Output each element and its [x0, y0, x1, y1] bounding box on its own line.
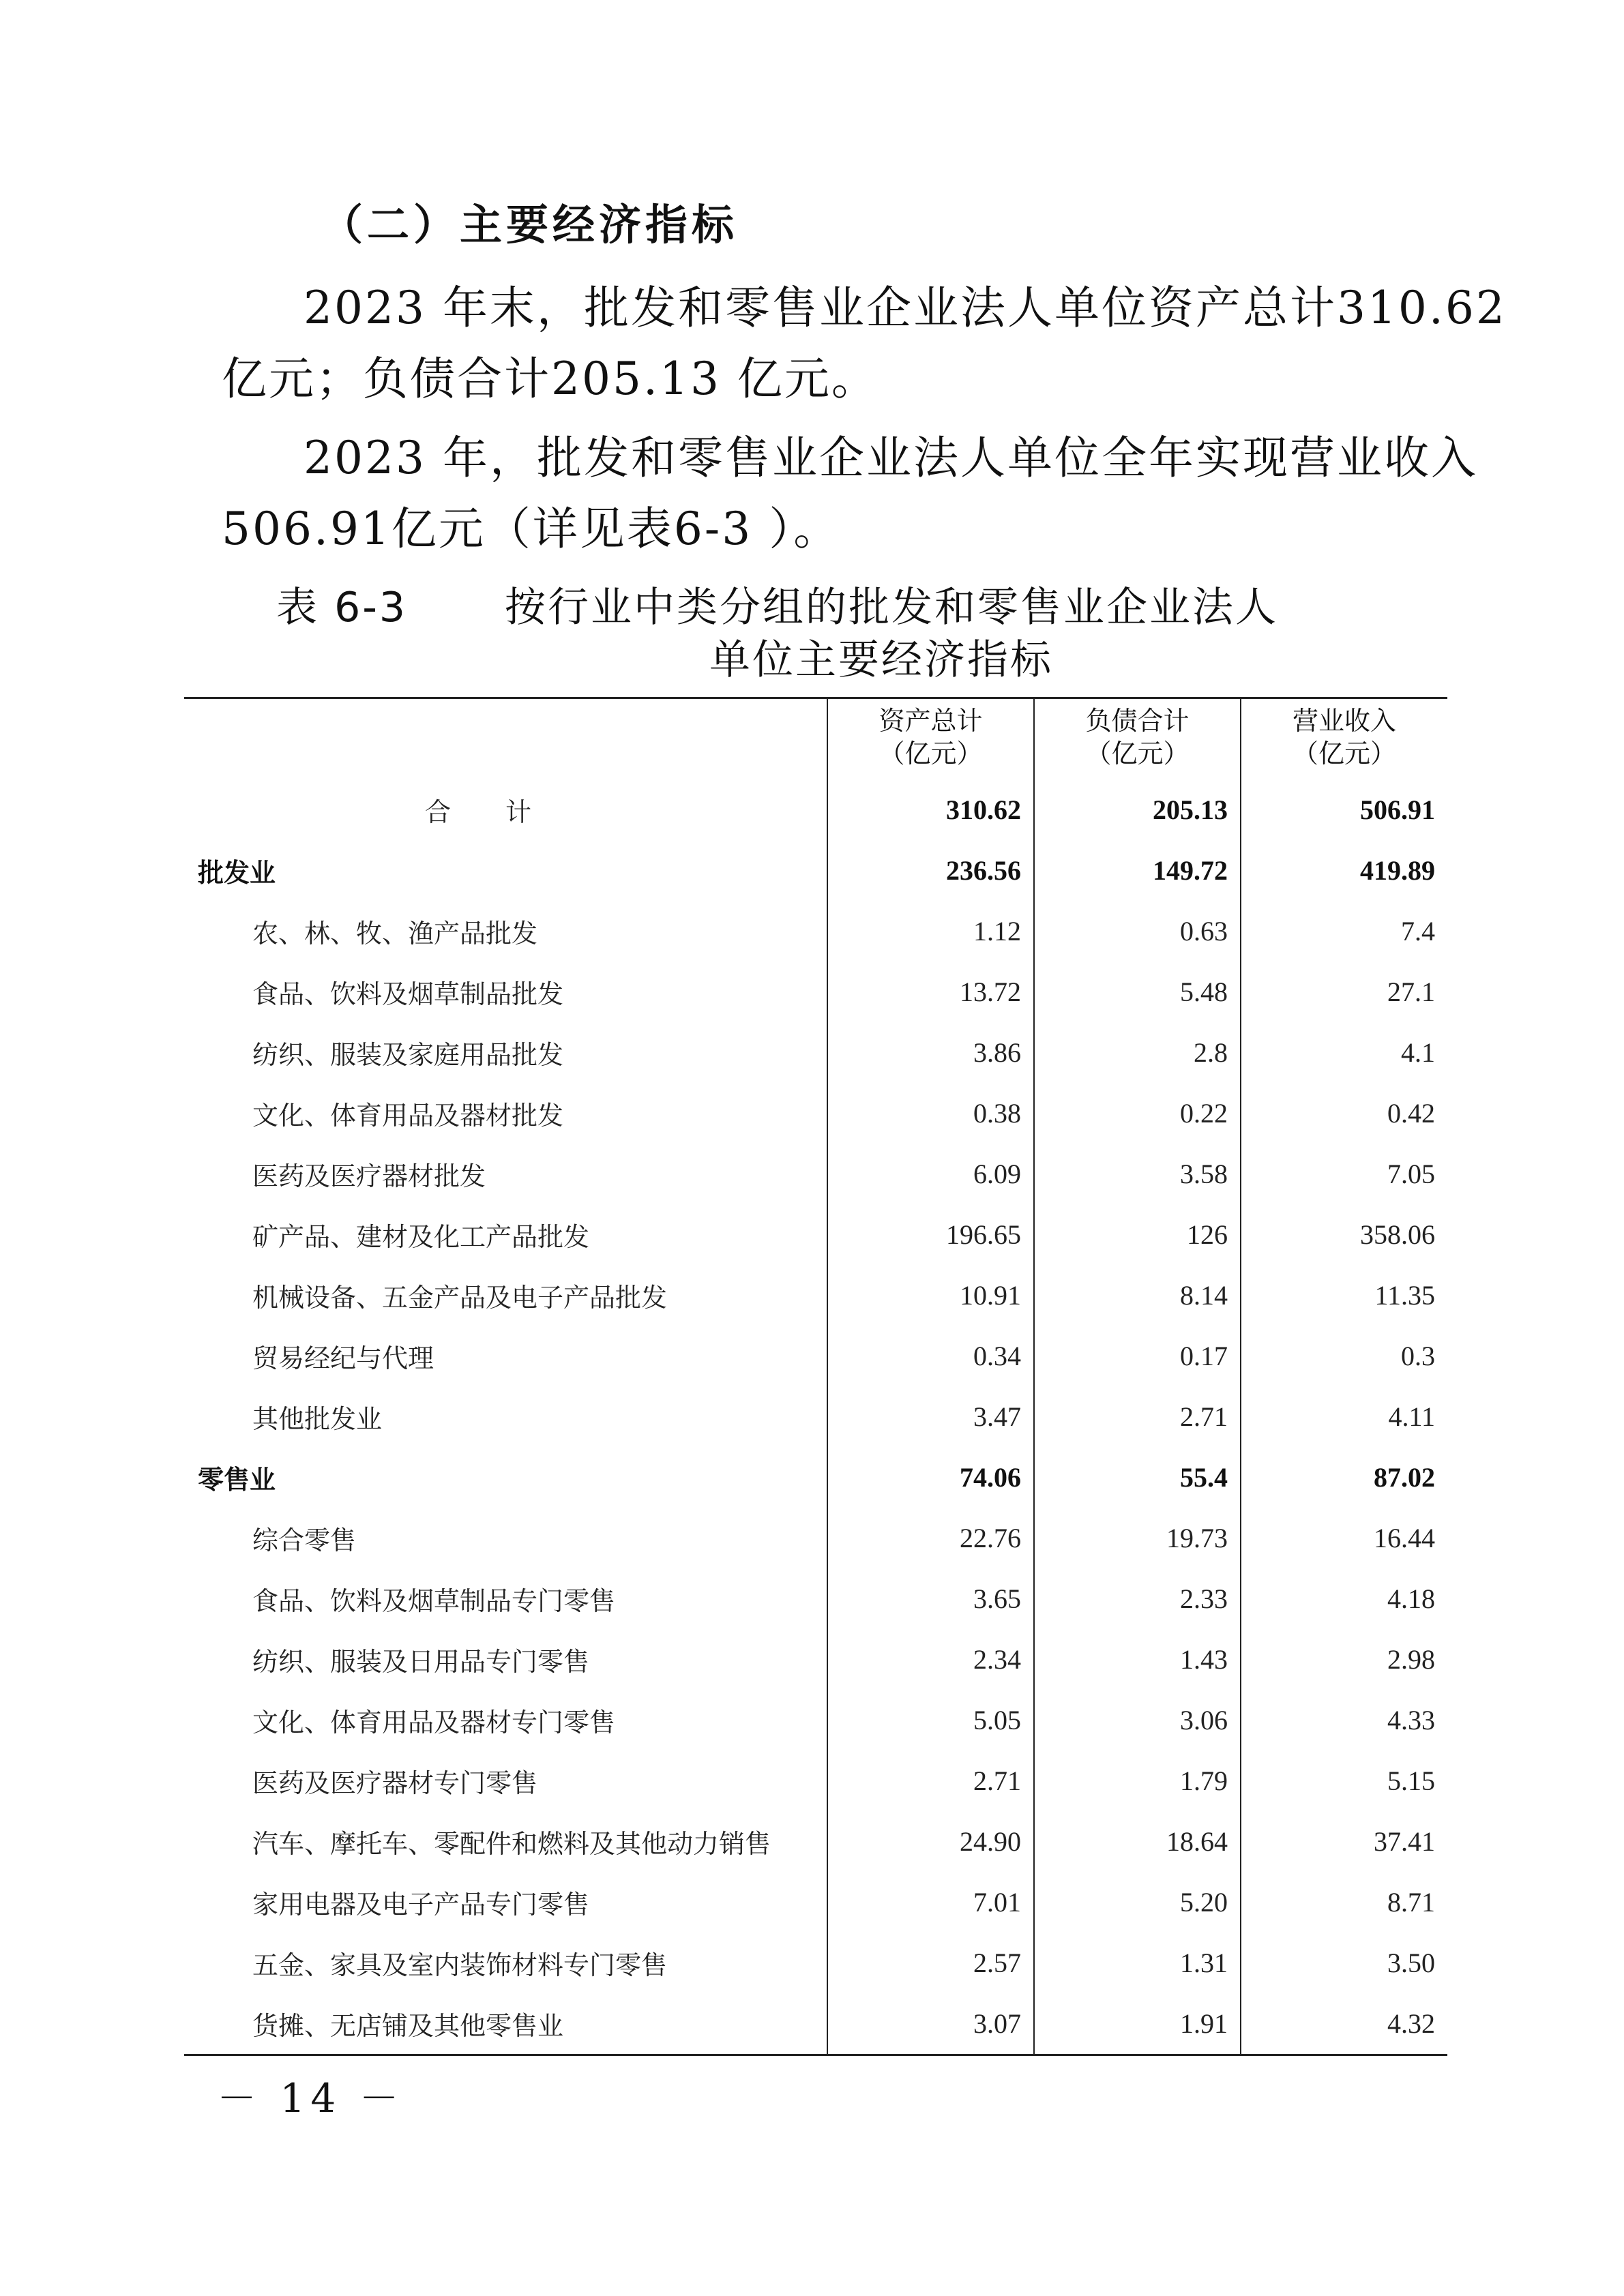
row-label: 贸易经纪与代理 [252, 1343, 434, 1373]
cell-liabilities: 0.17 [1034, 1326, 1241, 1386]
row-label: 汽车、摩托车、零配件和燃料及其他动力销售 [252, 1829, 771, 1859]
table-row [184, 1144, 1447, 1204]
table-row [184, 1204, 1447, 1265]
cell-assets: 74.06 [827, 1447, 1034, 1508]
cell-revenue: 5.15 [1241, 1750, 1447, 1811]
cell-assets: 5.05 [827, 1690, 1034, 1750]
cell-revenue: 4.33 [1241, 1690, 1447, 1750]
cell-liabilities: 3.06 [1034, 1690, 1241, 1750]
cell-revenue: 4.11 [1241, 1386, 1447, 1447]
column-header-revenue-label: 营业收入 [1292, 706, 1396, 736]
table-row [184, 1568, 1447, 1629]
table-row [184, 1083, 1447, 1144]
table-row [184, 961, 1447, 1022]
table-row [184, 1933, 1447, 1993]
cell-revenue: 3.50 [1241, 1933, 1447, 1993]
page-number: － 14 － [217, 2075, 404, 2121]
row-label: 批发业 [198, 858, 276, 888]
cell-assets: 13.72 [827, 961, 1034, 1022]
row-label: 其他批发业 [252, 1404, 383, 1434]
cell-revenue: 506.91 [1241, 779, 1447, 840]
cell-assets: 196.65 [827, 1204, 1034, 1265]
table-row [184, 1993, 1447, 2055]
cell-revenue: 11.35 [1241, 1265, 1447, 1326]
table-row-total [184, 779, 1447, 840]
cell-liabilities: 2.8 [1034, 1022, 1241, 1083]
row-label: 食品、饮料及烟草制品专门零售 [252, 1586, 616, 1616]
table-body [184, 779, 1447, 2055]
row-label: 农、林、牧、渔产品批发 [252, 919, 538, 949]
table-caption-title-line-2: 单位主要经济指标 [709, 636, 1053, 684]
cell-liabilities: 1.91 [1034, 1993, 1241, 2055]
row-label: 矿产品、建材及化工产品批发 [252, 1222, 590, 1252]
row-label: 纺织、服装及家庭用品批发 [252, 1040, 564, 1070]
cell-revenue: 27.1 [1241, 961, 1447, 1022]
cell-assets: 3.47 [827, 1386, 1034, 1447]
cell-liabilities: 1.31 [1034, 1933, 1241, 1993]
paragraph-2-line-2: 506.91亿元（详见表6-3 ）。 [222, 503, 841, 555]
paragraph-1-line-2: 亿元；负债合计205.13 亿元。 [222, 353, 879, 405]
row-label: 家用电器及电子产品专门零售 [252, 1890, 590, 1920]
table-row [184, 1326, 1447, 1386]
cell-assets: 2.71 [827, 1750, 1034, 1811]
row-label: 文化、体育用品及器材专门零售 [252, 1708, 616, 1738]
cell-liabilities: 205.13 [1034, 779, 1241, 840]
cell-assets: 7.01 [827, 1872, 1034, 1933]
column-header-liabilities [1034, 698, 1241, 780]
cell-revenue: 8.71 [1241, 1872, 1447, 1933]
cell-revenue: 7.05 [1241, 1144, 1447, 1204]
row-label: 机械设备、五金产品及电子产品批发 [252, 1283, 668, 1313]
cell-liabilities: 2.33 [1034, 1568, 1241, 1629]
row-label: 文化、体育用品及器材批发 [252, 1101, 564, 1131]
row-label: 医药及医疗器材专门零售 [252, 1768, 538, 1798]
cell-revenue: 4.1 [1241, 1022, 1447, 1083]
row-label: 零售业 [198, 1465, 276, 1495]
cell-assets: 2.57 [827, 1933, 1034, 1993]
cell-assets: 10.91 [827, 1265, 1034, 1326]
cell-liabilities: 19.73 [1034, 1508, 1241, 1568]
cell-revenue: 16.44 [1241, 1508, 1447, 1568]
cell-assets: 3.65 [827, 1568, 1034, 1629]
column-header-liabilities-unit: （亿元） [1085, 739, 1190, 769]
column-header-liabilities-label: 负债合计 [1085, 706, 1190, 736]
table-row [184, 1508, 1447, 1568]
cell-liabilities: 1.43 [1034, 1629, 1241, 1690]
cell-revenue: 0.42 [1241, 1083, 1447, 1144]
cell-liabilities: 149.72 [1034, 840, 1241, 901]
row-label: 医药及医疗器材批发 [252, 1161, 486, 1191]
cell-revenue: 37.41 [1241, 1811, 1447, 1872]
cell-assets: 2.34 [827, 1629, 1034, 1690]
cell-liabilities: 5.20 [1034, 1872, 1241, 1933]
table-row [184, 1750, 1447, 1811]
cell-revenue: 4.32 [1241, 1993, 1447, 2055]
cell-revenue: 358.06 [1241, 1204, 1447, 1265]
column-header-revenue [1241, 698, 1447, 780]
cell-assets: 24.90 [827, 1811, 1034, 1872]
table-row [184, 1022, 1447, 1083]
table-row [184, 1265, 1447, 1326]
row-label: 食品、饮料及烟草制品批发 [252, 979, 564, 1009]
row-label: 合计 [424, 797, 586, 827]
cell-liabilities: 3.58 [1034, 1144, 1241, 1204]
cell-liabilities: 8.14 [1034, 1265, 1241, 1326]
cell-assets: 0.34 [827, 1326, 1034, 1386]
cell-assets: 6.09 [827, 1144, 1034, 1204]
table-row [184, 901, 1447, 961]
table-row [184, 1811, 1447, 1872]
table-row [184, 1690, 1447, 1750]
cell-liabilities: 1.79 [1034, 1750, 1241, 1811]
table-row [184, 1629, 1447, 1690]
column-header-assets-label: 资产总计 [879, 706, 983, 736]
table-row [184, 1386, 1447, 1447]
cell-liabilities: 55.4 [1034, 1447, 1241, 1508]
cell-liabilities: 126 [1034, 1204, 1241, 1265]
row-label: 五金、家具及室内装饰材料专门零售 [252, 1950, 668, 1980]
row-label: 纺织、服装及日用品专门零售 [252, 1647, 590, 1677]
table-row [184, 1872, 1447, 1933]
cell-liabilities: 18.64 [1034, 1811, 1241, 1872]
column-header-revenue-unit: （亿元） [1292, 739, 1396, 769]
cell-liabilities: 2.71 [1034, 1386, 1241, 1447]
cell-assets: 310.62 [827, 779, 1034, 840]
table-caption-title-line-1: 按行业中类分组的批发和零售业企业法人 [505, 584, 1278, 631]
row-label: 综合零售 [252, 1525, 357, 1555]
column-header-assets [827, 698, 1034, 780]
cell-assets: 0.38 [827, 1083, 1034, 1144]
cell-liabilities: 0.22 [1034, 1083, 1241, 1144]
paragraph-1-line-1: 2023 年末，批发和零售业企业法人单位资产总计310.62 [304, 282, 1507, 334]
cell-assets: 22.76 [827, 1508, 1034, 1568]
column-header-assets-unit: （亿元） [879, 739, 983, 769]
cell-assets: 236.56 [827, 840, 1034, 901]
section-heading: （二）主要经济指标 [321, 200, 739, 250]
cell-revenue: 419.89 [1241, 840, 1447, 901]
cell-revenue: 7.4 [1241, 901, 1447, 961]
paragraph-2-line-1: 2023 年，批发和零售业企业法人单位全年实现营业收入 [304, 432, 1478, 484]
table-row-group [184, 840, 1447, 901]
cell-revenue: 4.18 [1241, 1568, 1447, 1629]
table-caption-label: 表 6-3 [276, 584, 408, 631]
cell-liabilities: 5.48 [1034, 961, 1241, 1022]
cell-assets: 3.86 [827, 1022, 1034, 1083]
row-label: 货摊、无店铺及其他零售业 [184, 1993, 827, 2055]
cell-assets: 3.07 [827, 1993, 1034, 2055]
table-row-group [184, 1447, 1447, 1508]
cell-revenue: 2.98 [1241, 1629, 1447, 1690]
cell-revenue: 87.02 [1241, 1447, 1447, 1508]
cell-revenue: 0.3 [1241, 1326, 1447, 1386]
economic-indicators-table [184, 697, 1447, 2056]
table-header-name-column [184, 698, 827, 780]
cell-assets: 1.12 [827, 901, 1034, 961]
cell-liabilities: 0.63 [1034, 901, 1241, 961]
